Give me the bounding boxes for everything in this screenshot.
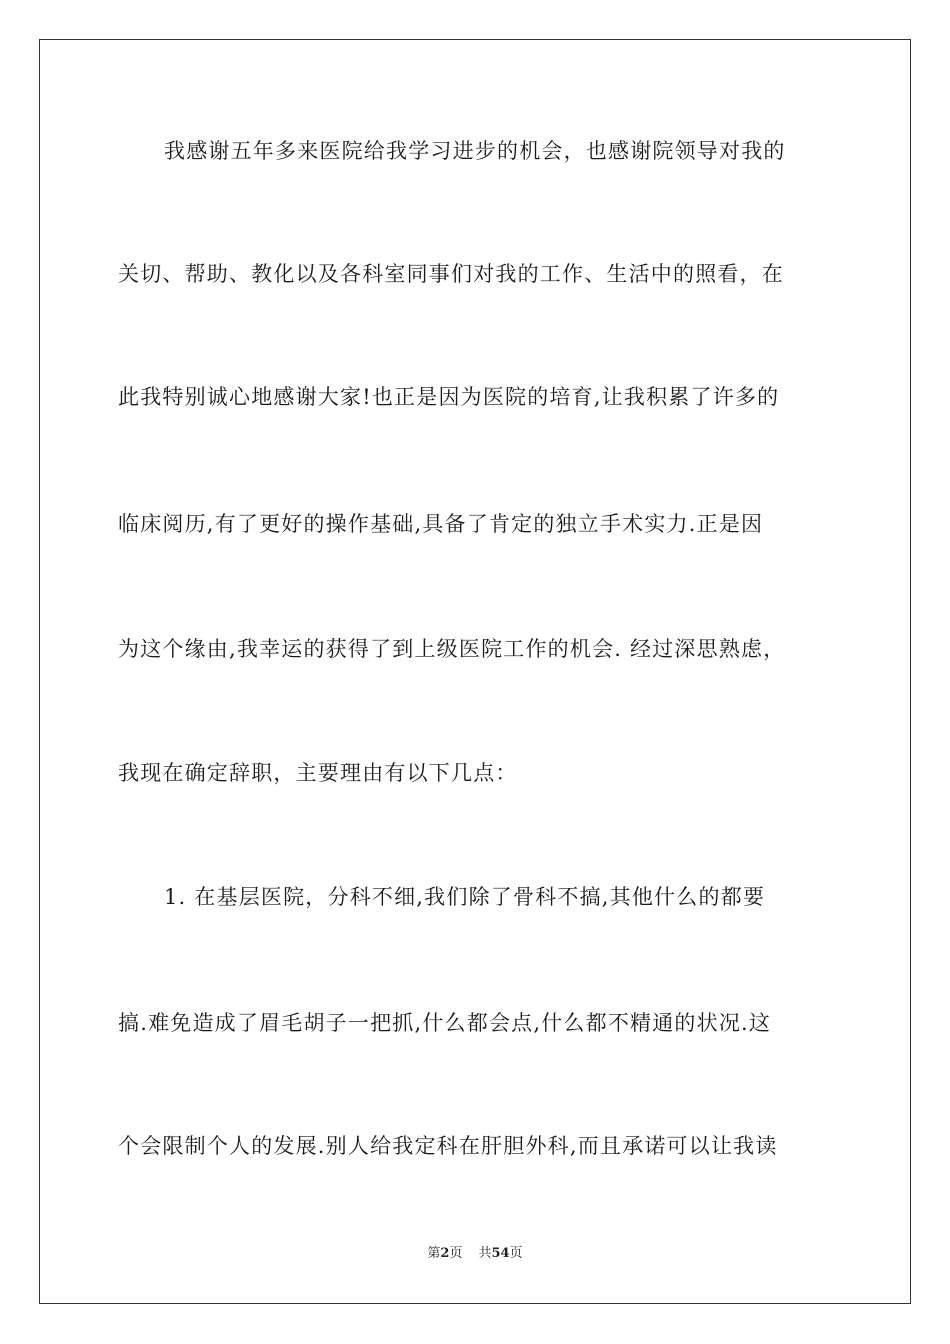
body-text-line-3: 此我特别诚心地感谢大家!也正是因为医院的培育,让我积累了许多的 xyxy=(118,385,780,409)
body-text-line-5: 为这个缘由,我幸运的获得了到上级医院工作的机会. 经过深思熟虑， xyxy=(118,637,786,661)
total-suffix: 页 xyxy=(509,1246,523,1261)
body-text-line-2: 关切、帮助、教化以及各科室同事们对我的工作、生活中的照看，在 xyxy=(118,262,784,286)
body-text-line-1: 我感谢五年多来医院给我学习进步的机会，也感谢院领导对我的 xyxy=(164,139,786,163)
body-text-line-9: 个会限制个人的发展.别人给我定科在肝胆外科,而且承诺可以让我读 xyxy=(118,1134,778,1158)
body-text-line-6: 我现在确定辞职，主要理由有以下几点： xyxy=(118,761,518,785)
page-border xyxy=(39,39,911,1304)
page-suffix: 页 xyxy=(449,1246,463,1261)
list-item-1-line-1: 1. 在基层医院，分科不细,我们除了骨科不搞,其他什么的都要 xyxy=(164,885,766,909)
body-text-line-4: 临床阅历,有了更好的操作基础,具备了肯定的独立手术实力.正是因 xyxy=(118,512,764,536)
total-prefix: 共 xyxy=(478,1246,492,1261)
page-prefix: 第 xyxy=(427,1246,441,1261)
page-footer xyxy=(0,1245,950,1263)
body-text-line-8: 搞.难免造成了眉毛胡子一把抓,什么都会点,什么都不精通的状况.这 xyxy=(118,1011,772,1035)
total-pages: 54 xyxy=(491,1246,510,1261)
page-number: 2 xyxy=(440,1246,450,1261)
